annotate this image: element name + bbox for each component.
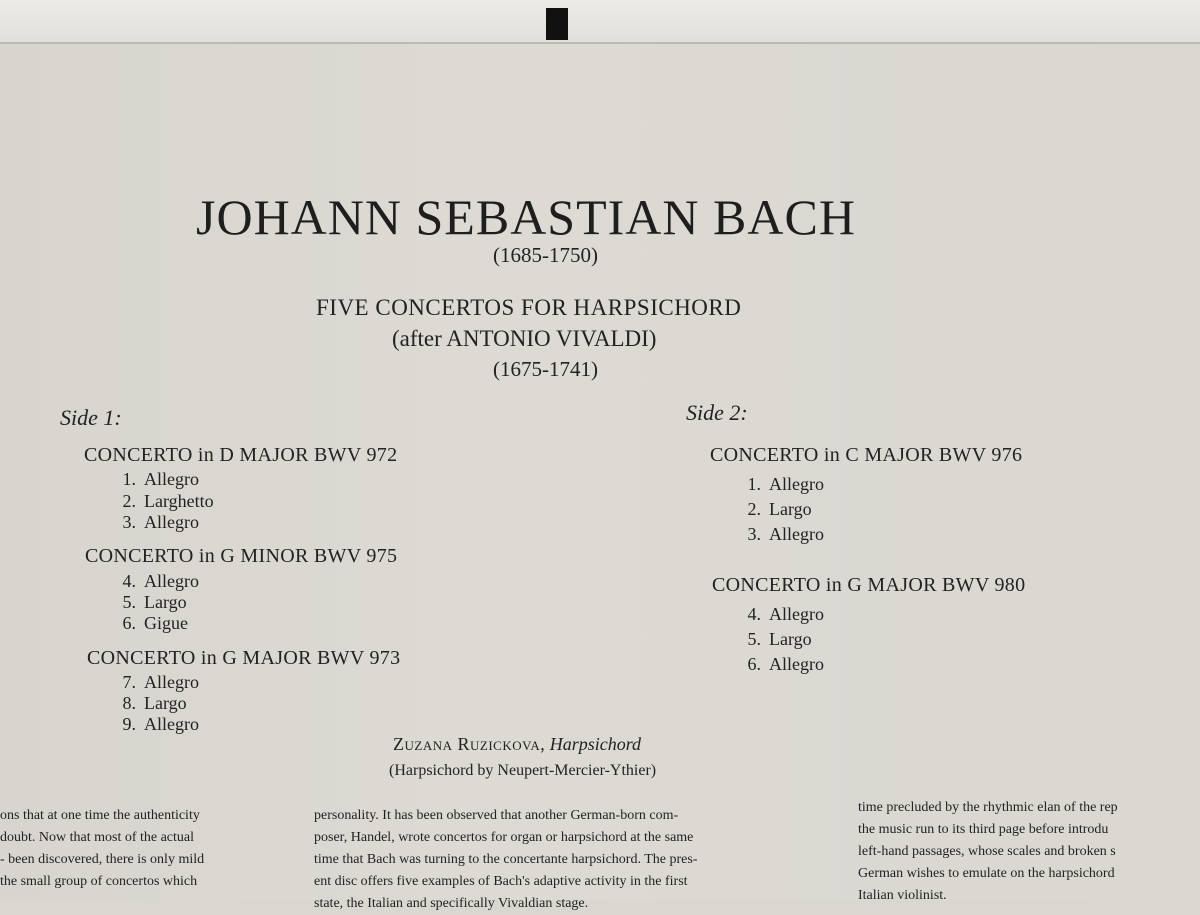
instrument-credit: (Harpsichord by Neupert-Mercier-Ythier) <box>389 762 657 779</box>
concerto-title: CONCERTO in D MAJOR BWV 972 <box>84 444 398 466</box>
notes-line: time that Bach was turning to the concertante harpsichord. The pres- <box>314 852 698 867</box>
notes-line: - been discovered, there is only mild <box>0 852 205 867</box>
notes-line: time precluded by the rhythmic elan of the rep <box>858 800 1118 815</box>
movement: 5. Largo <box>122 592 187 612</box>
concerto-title: CONCERTO in G MAJOR BWV 980 <box>712 574 1026 596</box>
movement: 4. Allegro <box>747 604 824 624</box>
movement: 4. Allegro <box>122 571 199 591</box>
vivaldi-dates: (1675-1741) <box>493 357 598 381</box>
composer-dates: (1685-1750) <box>493 243 598 267</box>
concerto-title: CONCERTO in G MAJOR BWV 973 <box>87 647 401 669</box>
notes-line: Italian violinist. <box>858 888 947 903</box>
notes-line: ent disc offers five examples of Bach's adaptive activity in the first <box>314 874 688 889</box>
work-title: FIVE CONCERTOS FOR HARPSICHORD <box>316 295 742 320</box>
black-tab-marker <box>546 8 568 40</box>
notes-line: the small group of concertos which <box>0 874 198 889</box>
movement: 8. Largo <box>122 693 187 713</box>
movement: 7. Allegro <box>122 672 199 692</box>
notes-line: left-hand passages, whose scales and broken s <box>858 844 1116 859</box>
movement: 5. Largo <box>747 629 812 649</box>
notes-line: the music run to its third page before introdu <box>858 822 1109 837</box>
concerto-title: CONCERTO in C MAJOR BWV 976 <box>710 444 1023 466</box>
notes-line: doubt. Now that most of the actual <box>0 830 195 845</box>
notes-line: poser, Handel, wrote concertos for organ or harpsichord at the same <box>314 830 694 845</box>
notes-line: state, the Italian and specifically Vivaldian stage. <box>314 896 589 911</box>
liner-notes-col1 <box>0 805 268 893</box>
movement: 1. Allegro <box>747 474 824 494</box>
performer-name: Zuzana Ruzickova, <box>393 734 546 754</box>
notes-line: German wishes to emulate on the harpsichord <box>858 866 1115 881</box>
side2-label: Side 2: <box>686 400 748 425</box>
liner-notes-col3 <box>858 797 1200 907</box>
movement: 9. Allegro <box>122 714 199 734</box>
side1-label: Side 1: <box>60 405 122 430</box>
notes-line: ons that at one time the authenticity <box>0 808 200 823</box>
movement: 1. Allegro <box>122 469 199 489</box>
movement: 2. Larghetto <box>122 491 214 511</box>
top-band <box>0 0 1200 44</box>
movement: 3. Allegro <box>747 524 824 544</box>
movement: 6. Allegro <box>747 654 824 674</box>
notes-line: personality. It has been observed that another German-born com- <box>314 808 679 823</box>
performer-role: Harpsichord <box>549 734 642 754</box>
performer-credit <box>393 734 641 755</box>
composer-title: JOHANN SEBASTIAN BACH <box>196 189 856 245</box>
movement: 3. Allegro <box>122 512 199 532</box>
movement: 2. Largo <box>747 499 812 519</box>
movement: 6. Gigue <box>122 613 188 633</box>
liner-notes-col2 <box>314 805 814 915</box>
concerto-title: CONCERTO in G MINOR BWV 975 <box>85 545 398 567</box>
after-vivaldi: (after ANTONIO VIVALDI) <box>392 326 657 351</box>
